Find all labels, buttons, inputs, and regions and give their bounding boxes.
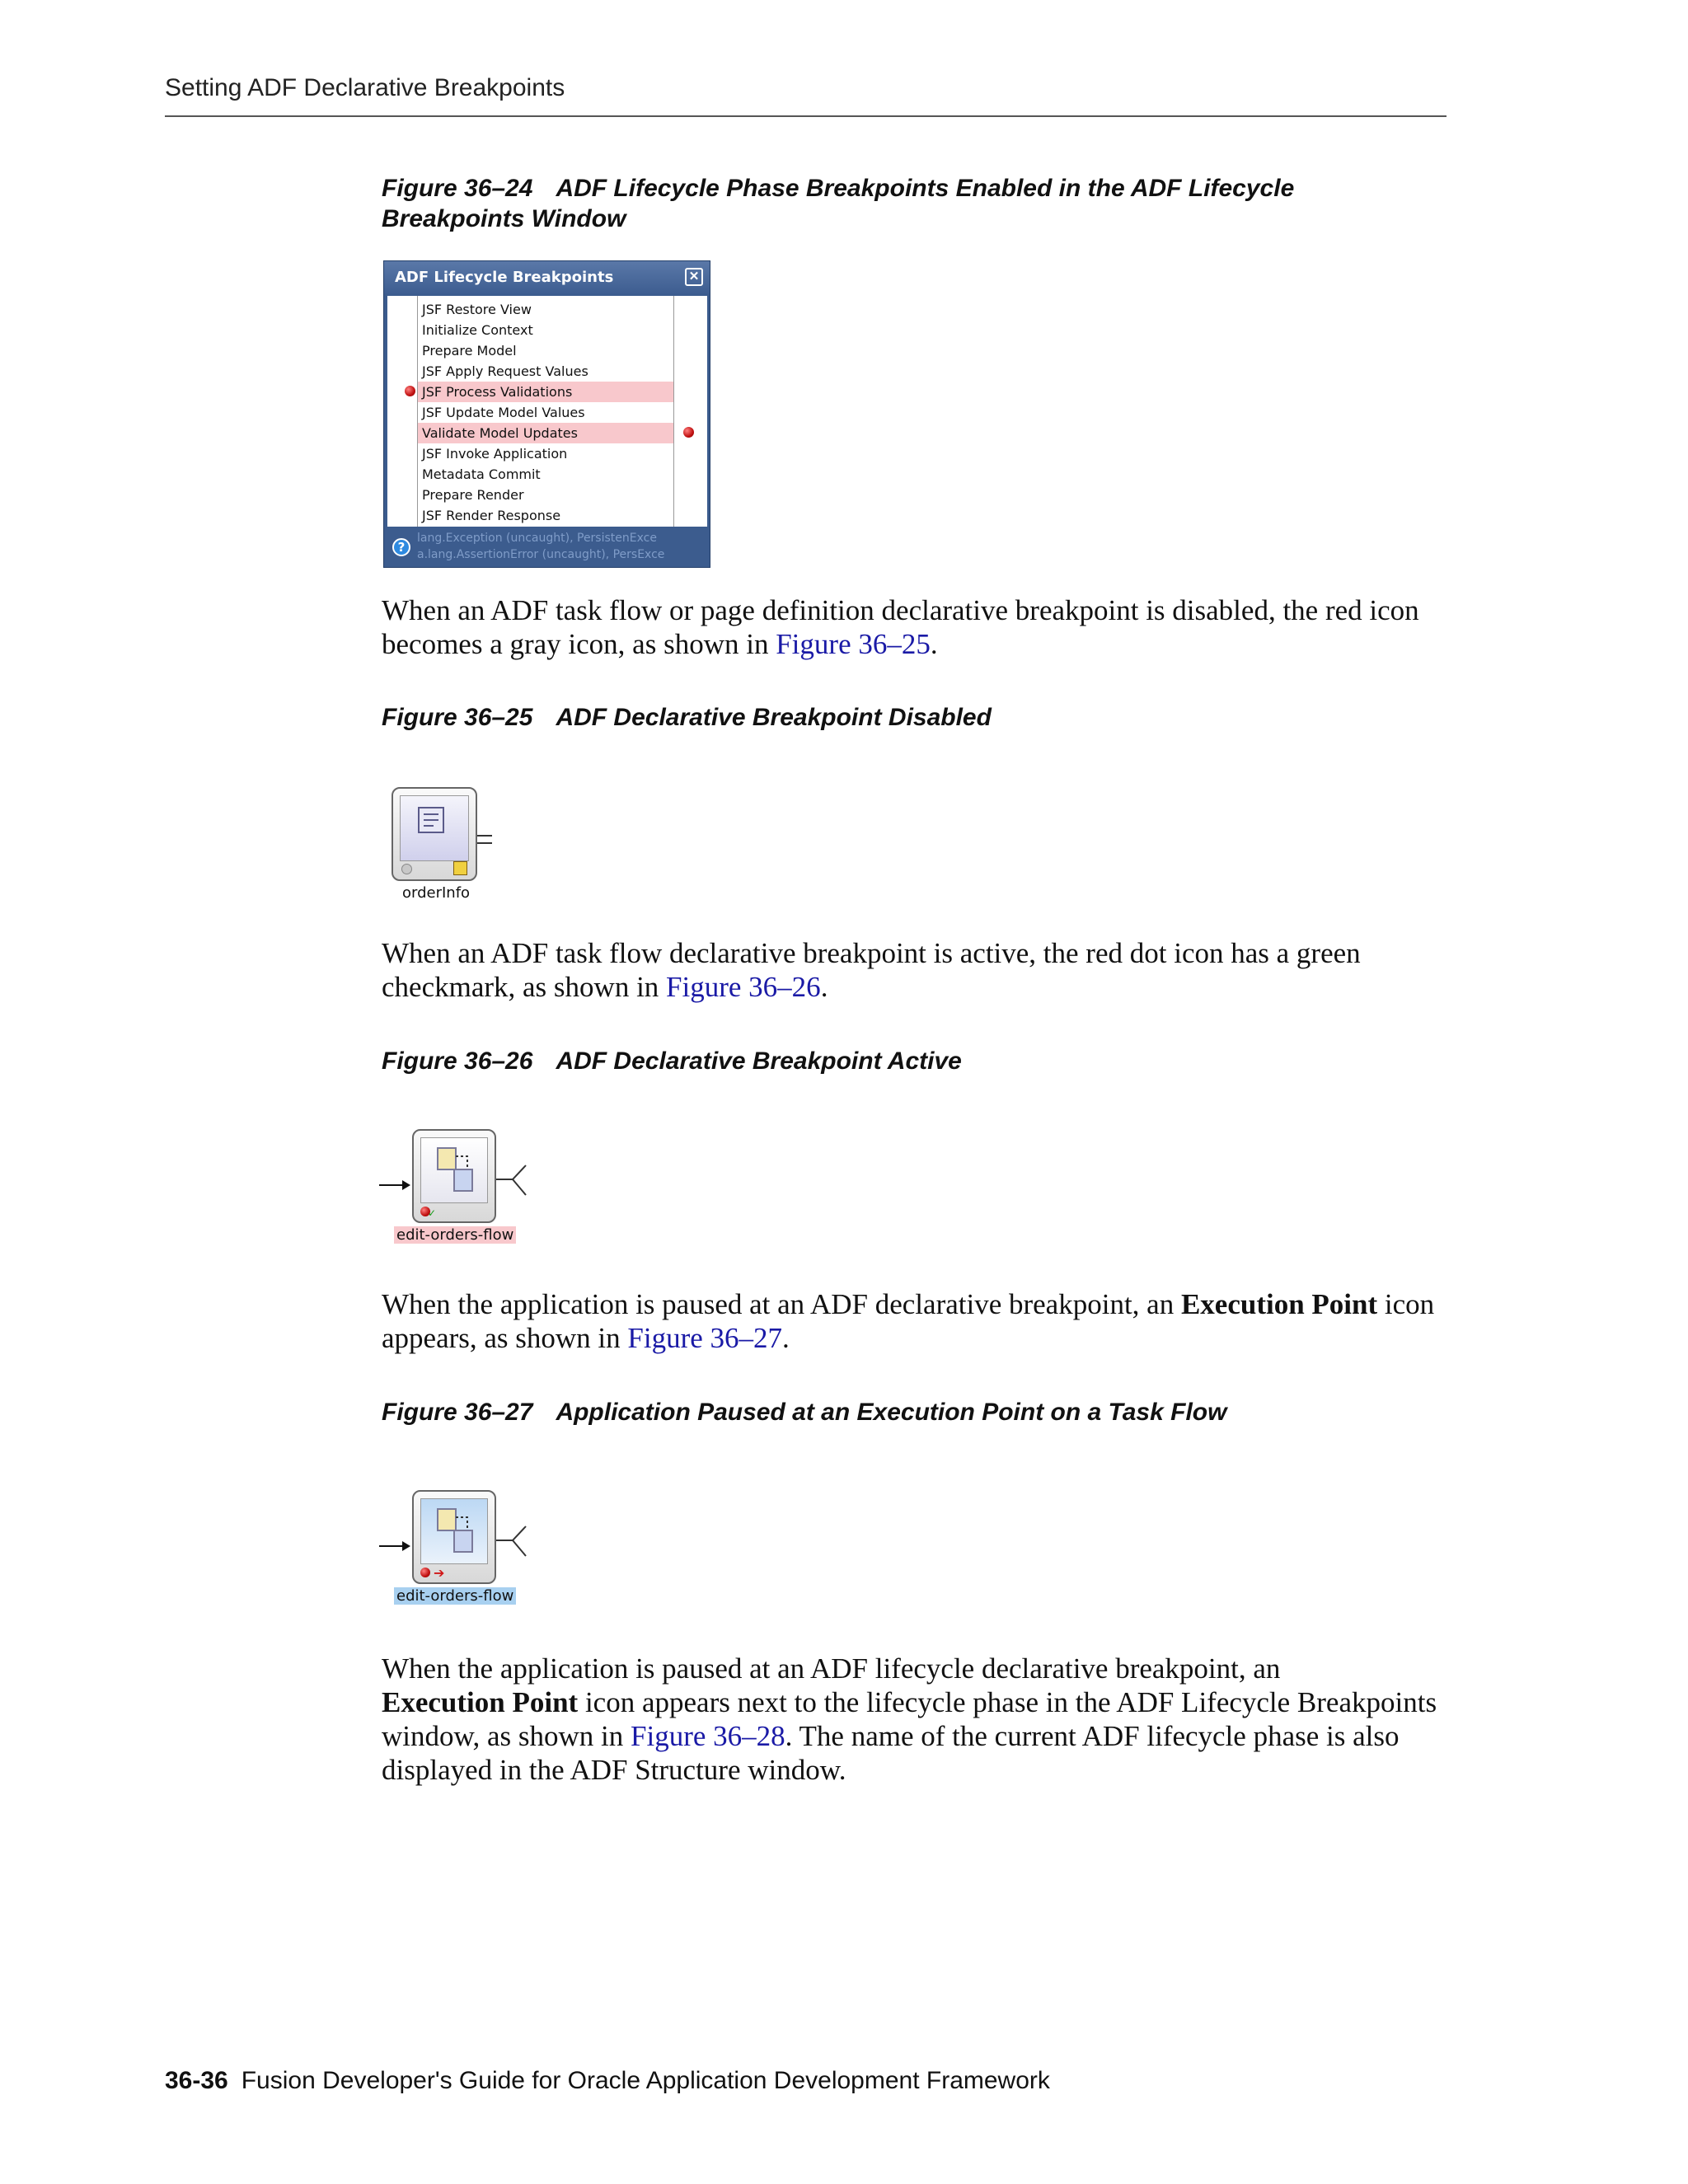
figure-link-36-28[interactable]: Figure 36–28 [631, 1720, 785, 1752]
help-icon[interactable]: ? [392, 538, 410, 556]
paragraph-text: . [782, 1322, 790, 1354]
phase-item[interactable]: Metadata Commit [422, 466, 541, 482]
paragraph-text: When an ADF task flow declarative breakpoint is active, the red dot icon has a green checkmark, as shown in [382, 937, 1361, 1003]
phase-item[interactable]: Initialize Context [422, 322, 533, 338]
right-breakpoint-gutter[interactable] [673, 296, 707, 527]
execution-point-term: Execution Point [1180, 1288, 1378, 1320]
header-rule [165, 115, 1447, 117]
book-title: Fusion Developer's Guide for Oracle Application Development Framework [241, 2067, 1050, 2094]
figure-caption-36-25 [382, 702, 1453, 733]
checkmark-icon: ✓ [428, 1207, 437, 1219]
exception-line-1: lang.Exception (uncaught), PersistenExce [417, 532, 657, 545]
paragraph-active [382, 936, 1453, 1004]
figure-caption-36-24 [382, 173, 1453, 234]
outgoing-flows-icon [496, 1521, 529, 1559]
task-flow-call-icon[interactable] [412, 1490, 496, 1584]
activity-node-execution-point [379, 1490, 560, 1614]
figure-number: Figure 36–27 [382, 1399, 533, 1426]
node-label: edit-orders-flow [394, 1587, 516, 1605]
phase-item[interactable]: Prepare Model [422, 343, 517, 359]
phase-item[interactable]: JSF Render Response [422, 508, 561, 523]
paragraph-text: When the application is paused at an ADF lifecycle declarative breakpoint, an [382, 1652, 1281, 1685]
page-footer [165, 2067, 1050, 2095]
phase-item-highlighted[interactable]: JSF Process Validations [418, 382, 673, 402]
disabled-breakpoint-icon [401, 864, 412, 874]
figure-number: Figure 36–26 [382, 1047, 533, 1075]
figure-number: Figure 36–25 [382, 704, 533, 731]
paragraph-text: When the application is paused at an ADF declarative breakpoint, an [382, 1288, 1181, 1320]
paragraph-text: icon appears next to the lifecycle phase in the ADF Lifecycle Breakpoints window, as shown in [382, 1686, 1437, 1752]
activity-node-disabled [392, 787, 507, 911]
breakpoint-dot-icon[interactable] [683, 427, 694, 438]
paragraph-text: When an ADF task flow or page definition declarative breakpoint is disabled, the red icon becomes a gray icon, as shown in [382, 594, 1419, 660]
paragraph-paused [382, 1287, 1453, 1355]
incoming-arrow-icon [379, 1540, 412, 1553]
breakpoint-dot-icon[interactable] [405, 386, 415, 396]
figure-title: Application Paused at an Execution Point on a Task Flow [556, 1399, 1227, 1426]
figure-caption-36-27 [382, 1397, 1453, 1427]
exception-line-2: a.lang.AssertionError (uncaught), PersExce [417, 548, 665, 561]
execution-point-term: Execution Point [382, 1686, 579, 1718]
page-number: 36-36 [165, 2067, 228, 2094]
paragraph-text: . [820, 971, 828, 1003]
node-label: edit-orders-flow [394, 1226, 516, 1244]
figure-title: ADF Declarative Breakpoint Active [556, 1047, 962, 1075]
lifecycle-phase-list [418, 299, 673, 526]
figure-link-36-25[interactable]: Figure 36–25 [776, 628, 931, 660]
task-flow-icon [421, 1499, 490, 1567]
outgoing-flows-icon [496, 1160, 529, 1198]
paragraph-text: . [930, 628, 938, 660]
phase-item[interactable]: JSF Invoke Application [422, 446, 568, 462]
adf-lifecycle-breakpoints-window [383, 260, 710, 568]
left-breakpoint-gutter[interactable] [387, 296, 418, 527]
figure-title-line1: ADF Lifecycle Phase Breakpoints Enabled in the ADF Lifecycle [556, 175, 1295, 202]
figure-link-36-27[interactable]: Figure 36–27 [627, 1322, 783, 1354]
figure-number: Figure 36–24 [382, 175, 533, 202]
phase-item-highlighted[interactable]: Validate Model Updates [418, 423, 673, 443]
figure-link-36-26[interactable]: Figure 36–26 [666, 971, 821, 1003]
window-footer [384, 527, 710, 568]
control-flow-icon [477, 833, 494, 846]
running-header: Setting ADF Declarative Breakpoints [165, 74, 565, 101]
page-definition-icon [453, 861, 467, 875]
close-icon[interactable]: ✕ [685, 268, 703, 286]
task-flow-call-icon[interactable] [412, 1129, 496, 1223]
phase-item[interactable]: Prepare Render [422, 487, 524, 503]
figure-title: ADF Declarative Breakpoint Disabled [556, 704, 992, 731]
phase-item[interactable]: JSF Update Model Values [422, 405, 585, 420]
execution-point-arrow-icon: ➔ [434, 1565, 445, 1581]
active-breakpoint-icon [420, 1568, 430, 1577]
paragraph-disabled [382, 593, 1453, 661]
phase-list-panel [387, 296, 707, 527]
window-title: ADF Lifecycle Breakpoints [384, 261, 710, 294]
view-activity-icon[interactable] [392, 787, 477, 881]
phase-item[interactable]: JSF Restore View [422, 302, 532, 317]
activity-node-active [379, 1129, 560, 1253]
phase-item[interactable]: JSF Apply Request Values [422, 363, 588, 379]
paragraph-text: . The name of the current ADF lifecycle phase is also displayed in the ADF Structure window. [382, 1720, 1400, 1786]
node-label: orderInfo [402, 884, 471, 902]
paragraph-lifecycle-paused [382, 1652, 1453, 1787]
figure-title-line2: Breakpoints Window [382, 205, 626, 232]
incoming-arrow-icon [379, 1179, 412, 1192]
figure-caption-36-26 [382, 1046, 1453, 1076]
paragraph-text: icon appears, as shown in [382, 1288, 1435, 1354]
page-icon [401, 796, 471, 864]
task-flow-icon [421, 1138, 490, 1206]
